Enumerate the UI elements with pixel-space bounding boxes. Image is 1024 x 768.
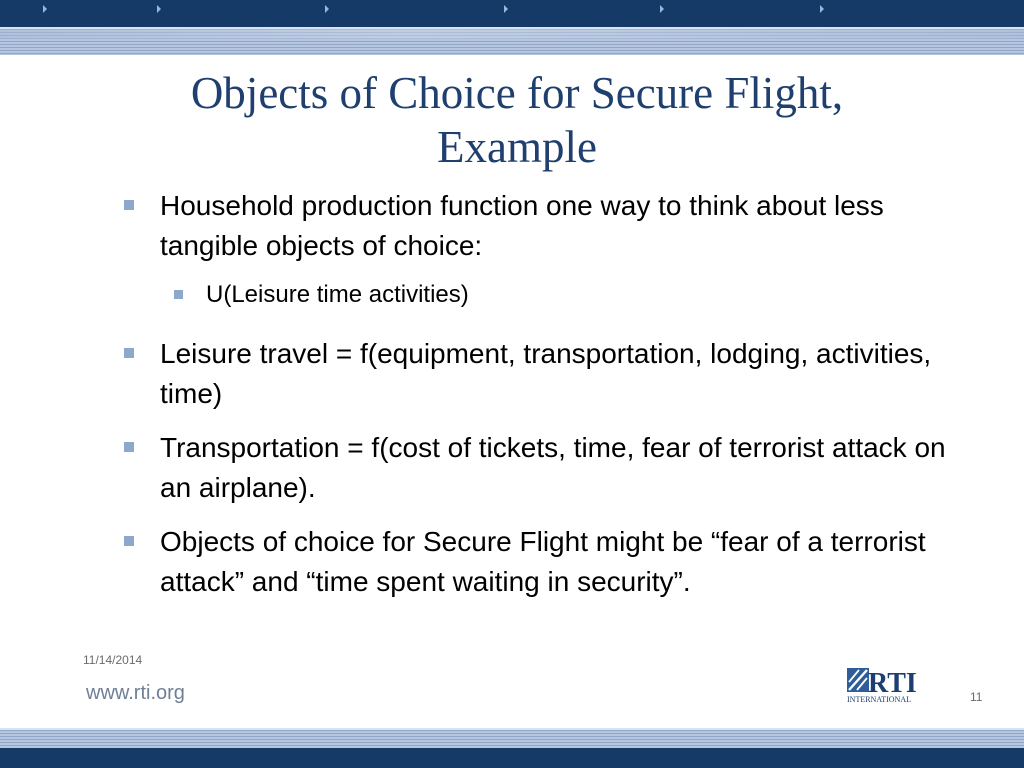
chevron-right-icon bbox=[157, 5, 161, 13]
logo-wordmark: RTI bbox=[868, 668, 917, 699]
slide-date: 11/14/2014 bbox=[83, 653, 143, 667]
bullet-text: Household production function one way to think about less tangible objects of choice: bbox=[160, 190, 884, 261]
slide-title bbox=[60, 66, 974, 174]
bullet-list bbox=[124, 186, 984, 616]
square-bullet-icon bbox=[124, 200, 134, 210]
rti-logo-icon bbox=[846, 664, 928, 704]
sub-bullet-item bbox=[124, 278, 984, 312]
chevron-right-icon bbox=[43, 5, 47, 13]
footer-url: www.rti.org bbox=[86, 682, 185, 704]
slide-title-line-2: Example bbox=[437, 122, 597, 172]
logo-subtext: INTERNATIONAL bbox=[847, 695, 911, 704]
bullet-item bbox=[124, 428, 984, 508]
square-bullet-icon bbox=[174, 290, 183, 299]
chevron-right-icon bbox=[820, 5, 824, 13]
bullet-text: Leisure travel = f(equipment, transportation, lodging, activities, time) bbox=[160, 338, 932, 409]
square-bullet-icon bbox=[124, 536, 134, 546]
footer-stripe bbox=[0, 728, 1024, 748]
slide-title-line-1: Objects of Choice for Secure Flight, bbox=[190, 68, 844, 118]
chevron-right-icon bbox=[325, 5, 329, 13]
header-stripe bbox=[0, 27, 1024, 55]
bullet-text: Transportation = f(cost of tickets, time, fear of terrorist attack on an airplane). bbox=[160, 432, 946, 503]
bullet-item bbox=[124, 186, 984, 266]
bullet-item bbox=[124, 334, 984, 414]
bullet-text: Objects of choice for Secure Flight might be “fear of a terrorist attack” and “time spent waiting in security”. bbox=[160, 526, 926, 597]
header-banner bbox=[0, 0, 1024, 27]
footer-banner bbox=[0, 748, 1024, 768]
square-bullet-icon bbox=[124, 348, 134, 358]
square-bullet-icon bbox=[124, 442, 134, 452]
sub-bullet-text: U(Leisure time activities) bbox=[206, 281, 469, 308]
page-number: 11 bbox=[970, 690, 983, 704]
chevron-right-icon bbox=[660, 5, 664, 13]
chevron-right-icon bbox=[504, 5, 508, 13]
bullet-item bbox=[124, 522, 984, 602]
